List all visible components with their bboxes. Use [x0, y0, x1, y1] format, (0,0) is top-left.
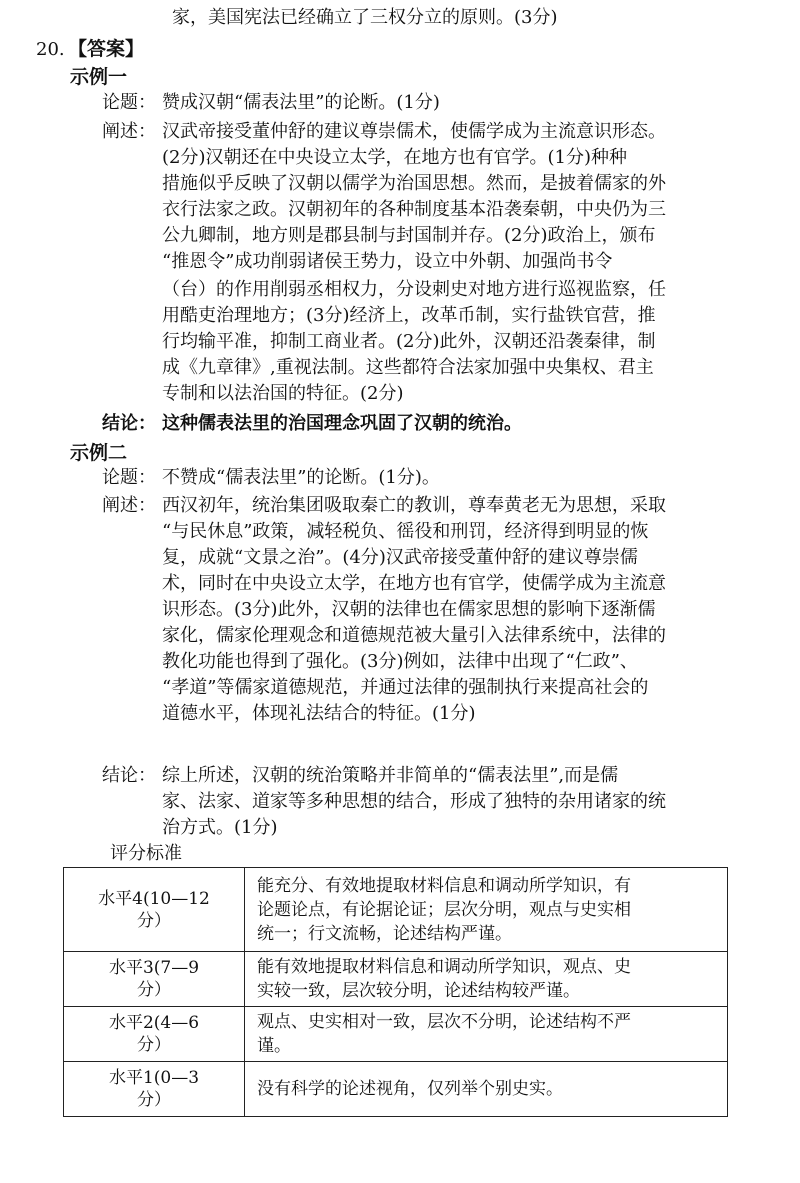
example2-argument-label: 阐述：: [102, 495, 156, 516]
example2-argument-line: 西汉初年，统治集团吸取秦亡的教训，尊奉黄老无为思想，采取: [162, 495, 666, 516]
grading-description-line: 论题论点，有论据论证；层次分明，观点与史实相: [257, 899, 631, 920]
grading-level-line: 分）: [137, 1035, 171, 1055]
grading-table: [63, 867, 728, 1117]
example2-argument-line: 教化功能也得到了强化。(3分)例如，法律中出现了“仁政”、: [162, 651, 638, 672]
example1-argument-line: （台）的作用削弱丞相权力，分设刺史对地方进行巡视监察，任: [162, 279, 666, 300]
grading-level-line: 水平3(7—9: [108, 958, 200, 978]
example1-argument-line: “推恩令”成功削弱诸侯王势力，设立中外朝、加强尚书令: [162, 251, 613, 272]
grading-description-line: 能有效地提取材料信息和调动所学知识，观点、史: [257, 957, 631, 977]
grading-level-line: 分）: [137, 980, 171, 1000]
grading-row: [64, 952, 728, 1007]
answer-label: 【答案】: [68, 38, 145, 60]
example2-argument-line: 家化，儒家伦理观念和道德规范被大量引入法律系统中，法律的: [162, 625, 666, 646]
example1-argument-line: 衣行法家之政。汉朝初年的各种制度基本沿袭秦朝，中央仍为三: [162, 199, 666, 220]
grading-level: [64, 1007, 245, 1062]
question-number: 20.: [36, 39, 65, 60]
example2-thesis-label: 论题：: [102, 467, 156, 488]
example2-title: 示例二: [70, 442, 128, 464]
grading-row: [64, 1007, 728, 1062]
example1-argument-line: 专制和以法治国的特征。(2分): [162, 383, 404, 404]
example1-argument-line: 措施似乎反映了汉朝以儒学为治国思想。然而，是披着儒家的外: [162, 173, 666, 194]
grading-description-line: 谨。: [257, 1036, 291, 1056]
grading-level: [64, 868, 245, 952]
grading-level: [64, 1062, 245, 1117]
grading-level-line: 分）: [137, 1090, 171, 1110]
grading-level-line: 水平2(4—6: [108, 1013, 200, 1033]
example2-conclusion-label: 结论：: [102, 765, 156, 786]
example2-argument-line: 道德水平，体现礼法结合的特征。(1分): [162, 703, 476, 724]
example1-thesis: 赞成汉朝“儒表法里”的论断。(1分): [162, 92, 440, 113]
grading-level-line: 分）: [137, 910, 171, 931]
example1-argument-line: 汉武帝接受董仲舒的建议尊崇儒术，使儒学成为主流意识形态。: [162, 121, 666, 142]
example2-argument-line: “与民休息”政策，减轻税负、徭役和刑罚，经济得到明显的恢: [162, 521, 649, 542]
grading-level-line: 水平1(0—3: [108, 1068, 200, 1088]
grading-level-line: 水平4(10—12: [98, 888, 210, 909]
grading-description: [245, 868, 728, 952]
example1-conclusion-label: 结论：: [102, 413, 156, 434]
grading-description-line: 观点、史实相对一致，层次不分明，论述结构不严: [257, 1012, 631, 1032]
grading-description: [245, 952, 728, 1007]
grading-description-line: 没有科学的论述视角，仅列举个别史实。: [257, 1079, 563, 1099]
example2-conclusion-line: 家、法家、道家等多种思想的结合，形成了独特的杂用诸家的统: [162, 791, 666, 812]
example2-argument-line: 识形态。(3分)此外，汉朝的法律也在儒家思想的影响下逐渐儒: [162, 599, 656, 620]
grading-level: [64, 952, 245, 1007]
grading-description-line: 能充分、有效地提取材料信息和调动所学知识，有: [257, 875, 631, 896]
grading-description: [245, 1062, 728, 1117]
example2-thesis: 不赞成“儒表法里”的论断。(1分)。: [162, 467, 440, 488]
example1-argument-label: 阐述：: [102, 121, 156, 142]
example1-argument-line: 用酷吏治理地方；(3分)经济上，改革币制，实行盐铁官营，推: [162, 305, 656, 326]
example2-conclusion-line: 治方式。(1分): [162, 817, 278, 838]
example2-argument-line: 术，同时在中央设立太学，在地方也有官学，使儒学成为主流意: [162, 573, 666, 594]
example1-conclusion: 这种儒表法里的治国理念巩固了汉朝的统治。: [162, 413, 522, 434]
example1-argument-line: (2分)汉朝还在中央设立太学，在地方也有官学。(1分)种种: [162, 147, 627, 168]
example2-argument-line: 复，成就“文景之治”。(4分)汉武帝接受董仲舒的建议尊崇儒: [162, 547, 638, 568]
grading-title: 评分标准: [110, 843, 182, 864]
example1-argument-line: 成《九章律》,重视法制。这些都符合法家加强中央集权、君主: [162, 357, 654, 378]
example1-argument-line: 行均输平准，抑制工商业者。(2分)此外，汉朝还沿袭秦律，制: [162, 331, 656, 352]
example1-argument-line: 公九卿制，地方则是郡县制与封国制并存。(2分)政治上，颁布: [162, 225, 656, 246]
example1-title: 示例一: [70, 66, 128, 88]
grading-description-line: 统一；行文流畅，论述结构严谨。: [257, 923, 512, 944]
example1-thesis-label: 论题：: [102, 92, 156, 113]
example2-conclusion-line: 综上所述，汉朝的统治策略并非简单的“儒表法里”,而是儒: [162, 765, 619, 786]
carryover-line: 家，美国宪法已经确立了三权分立的原则。(3分): [172, 7, 558, 28]
grading-row: [64, 868, 728, 952]
example2-argument-line: “孝道”等儒家道德规范，并通过法律的强制执行来提高社会的: [162, 677, 649, 698]
grading-description-line: 实较一致，层次较分明，论述结构较严谨。: [257, 981, 580, 1001]
grading-description: [245, 1007, 728, 1062]
grading-row: [64, 1062, 728, 1117]
